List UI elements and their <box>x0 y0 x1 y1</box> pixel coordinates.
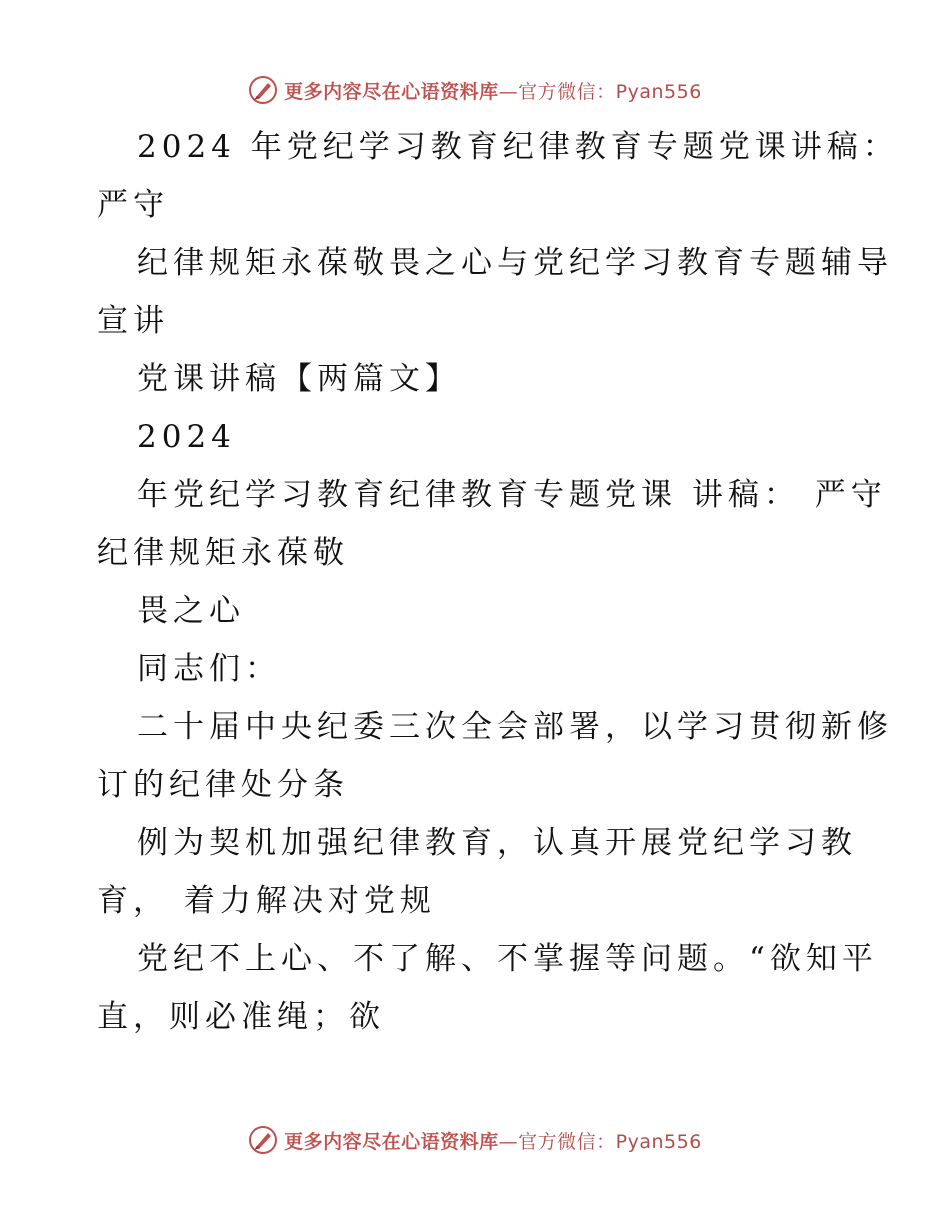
banner-main-text: 更多内容尽在心语资料库 <box>284 1130 499 1153</box>
header-banner <box>0 70 950 110</box>
pen-quill-logo-icon <box>248 75 278 105</box>
banner-text <box>284 1127 702 1154</box>
text-line: 同志们： <box>137 651 281 687</box>
banner-main-text: 更多内容尽在心语资料库 <box>284 80 499 103</box>
banner-separator: — <box>498 1130 519 1153</box>
text-line: 2024 <box>137 419 236 455</box>
document-body <box>97 118 899 1046</box>
text-line: 2024 年党纪学习教育纪律教育专题党课讲稿： <box>137 129 899 165</box>
pen-quill-logo-icon <box>248 1125 278 1155</box>
banner-text <box>284 77 702 104</box>
text-line: 例为契机加强纪律教育，认真开展党纪学习教 <box>137 825 857 861</box>
text-line: 严守 <box>97 187 169 223</box>
text-line: 党课讲稿【两篇文】 <box>137 361 461 397</box>
text-line: 畏之心 <box>137 593 245 629</box>
banner-separator: — <box>498 80 519 103</box>
text-line: 党纪不上心、不了解、不掌握等问题。“欲知平 <box>137 941 878 977</box>
text-line: 纪律规矩永葆敬畏之心与党纪学习教育专题辅导 <box>137 245 893 281</box>
text-line: 年党纪学习教育纪律教育专题党课 讲稿： 严守 <box>137 477 887 513</box>
text-line: 订的纪律处分条 <box>97 767 349 803</box>
banner-wechat-text: 官方微信：Pyan556 <box>518 80 702 103</box>
text-line: 直，则必准绳；欲 <box>97 999 385 1035</box>
text-line: 纪律规矩永葆敬 <box>97 535 349 571</box>
text-line: 育， 着力解决对党规 <box>97 883 436 919</box>
text-line: 二十届中央纪委三次全会部署，以学习贯彻新修 <box>137 709 893 745</box>
footer-banner <box>0 1120 950 1160</box>
text-line: 宣讲 <box>97 303 169 339</box>
banner-wechat-text: 官方微信：Pyan556 <box>518 1130 702 1153</box>
